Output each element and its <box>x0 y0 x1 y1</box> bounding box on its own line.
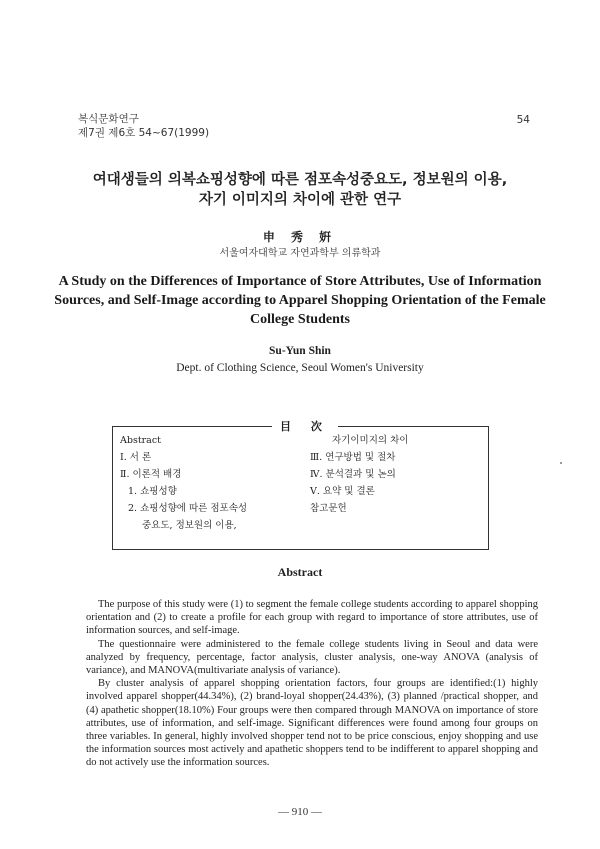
korean-title-line1: 여대생들의 의복쇼핑성향에 따른 점포속성중요도, 정보원의 이용, <box>92 172 508 188</box>
journal-name: 복식문화연구 <box>78 113 139 125</box>
abstract-paragraph: By cluster analysis of apparel shopping orientation factors, four groups are identified:(1) highly involved apparel shopper(44.34%), (2) brand-loyal shopper(24.43%), (3) planned /practical shopper, and (4) apathetic shopper(18.10%) Four groups were then compared through MANOVA on importance of store attributes, use of information, and self-image. Significant differences were found among four groups on three variables. In general, highly involved shopper tend not to be price conscious, enjoy shopping and use the information sources most actively and apathetic shoppers tend to be indifferent to apparel shopping and do not actively use the information sources. <box>86 678 538 769</box>
abstract-heading: Abstract <box>277 565 323 579</box>
english-title: A Study on the Differences of Importance of Store Attributes, Use of Information Sources, and Self-Image according to Apparel Shopping Orientation of the Female College Students <box>54 274 546 327</box>
english-author: Su-Yun Shin <box>269 345 331 357</box>
toc-item: 2. 쇼핑성향에 따른 점포속성 <box>128 503 248 514</box>
toc-heading: 目 次 <box>272 418 338 434</box>
english-affiliation: Dept. of Clothing Science, Seoul Women's University <box>176 362 424 374</box>
korean-author: 申 秀 姸 <box>262 230 338 244</box>
toc-item: Abstract <box>120 435 161 446</box>
toc-item: Ⅱ. 이론적 배경 <box>120 469 182 480</box>
korean-title-line2: 자기 이미지의 차이에 관한 연구 <box>198 192 402 208</box>
journal-citation <box>78 112 209 140</box>
toc-item: 참고문헌 <box>310 503 347 514</box>
korean-affiliation: 서울여자대학교 자연과학부 의류학과 <box>219 248 381 259</box>
toc-item: Ⅲ. 연구방법 및 절차 <box>310 452 396 463</box>
abstract-paragraph: The questionnaire were administered to the female college students living in Seoul and data were analyzed by frequency, percentage, factor analysis, cluster analysis, one-way ANOVA (analysis of variance), and MANOVA(multivariate analysis of variance). <box>86 638 538 677</box>
toc-item: Ⅳ. 분석결과 및 논의 <box>310 469 396 480</box>
abstract-body <box>86 598 538 770</box>
page-number-footer: — 910 — <box>278 806 322 818</box>
page-number-top: 54 <box>516 114 530 126</box>
toc-item: 자기이미지의 차이 <box>332 435 409 446</box>
journal-volume-issue: 제7권 제6호 54~67(1999) <box>78 127 210 139</box>
toc-item: Ⅴ. 요약 및 결론 <box>310 486 375 497</box>
korean-title <box>0 170 600 210</box>
scan-speck <box>560 462 562 464</box>
toc-item: 1. 쇼핑성향 <box>128 486 177 497</box>
toc-item: 중요도, 정보원의 이용, <box>142 520 237 531</box>
toc-left-column <box>120 432 247 534</box>
abstract-paragraph: The purpose of this study were (1) to segment the female college students according to apparel shopping orientation and (2) to create a profile for each group with regard to importance of store attributes, use of information sources, and self-image. <box>86 599 538 637</box>
toc-right-column <box>310 432 408 517</box>
toc-item: Ⅰ. 서 론 <box>120 452 152 463</box>
